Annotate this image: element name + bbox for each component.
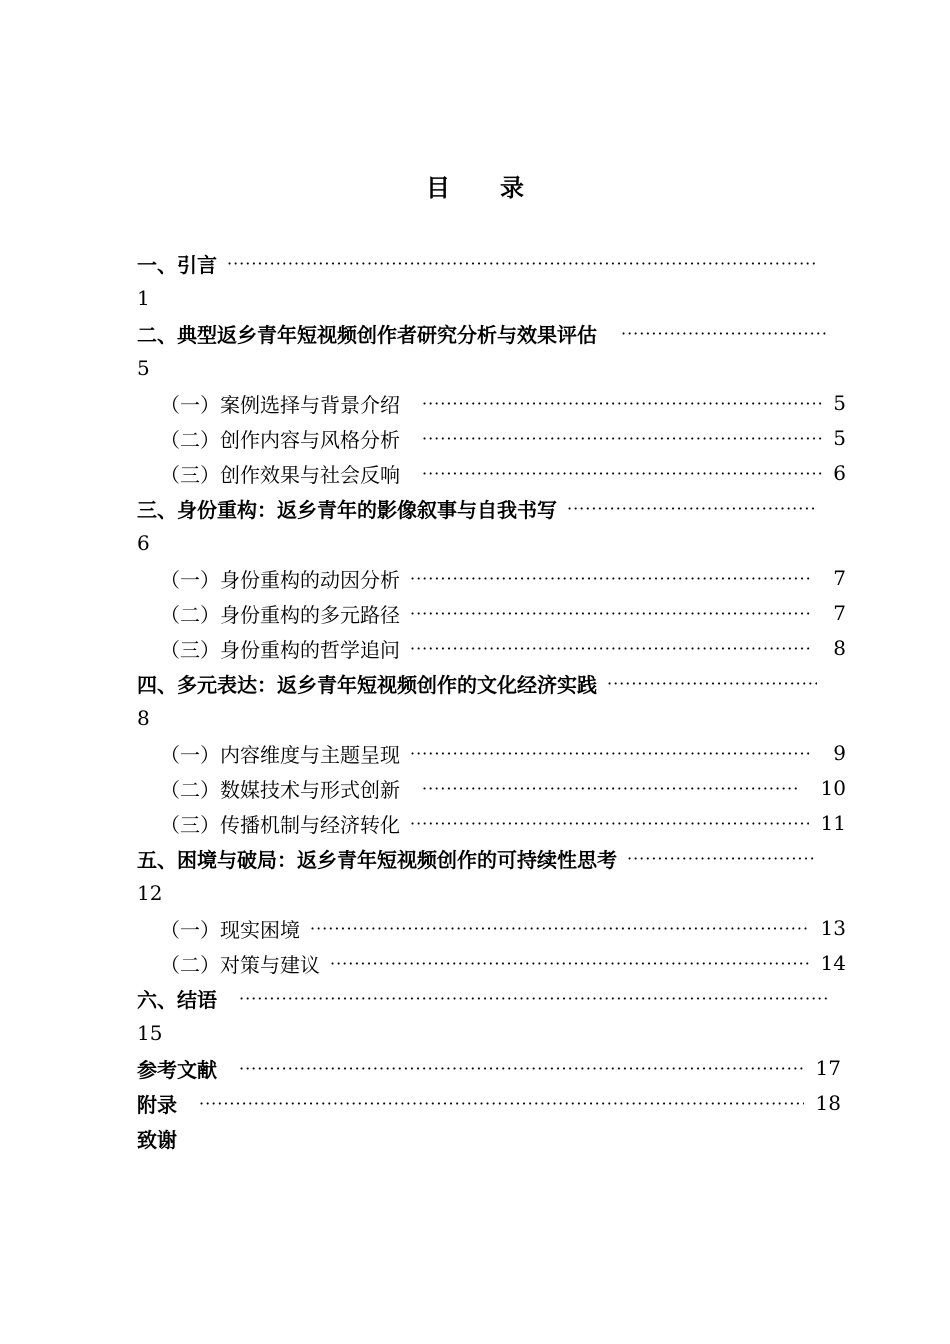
- toc-entry-text: 五、困境与破局：返乡青年短视频创作的可持续性思考: [137, 847, 617, 872]
- leader-dots: [410, 814, 809, 833]
- leader-dots: [330, 954, 809, 973]
- toc-entry-page: 5: [833, 391, 846, 415]
- toc-entry-2-2[interactable]: [160, 423, 846, 453]
- toc-entry-page: 17: [815, 1056, 841, 1080]
- toc-entry-page: 6: [137, 531, 150, 555]
- toc-entry-text: 三、身份重构：返乡青年的影像叙事与自我书写: [137, 497, 557, 522]
- toc-entry-section-5[interactable]: [137, 843, 817, 873]
- leader-dots: [410, 604, 811, 623]
- toc-title: 目录: [426, 174, 574, 202]
- leader-dots: [239, 989, 827, 1008]
- toc-entry-acknowledgements[interactable]: [137, 1123, 437, 1153]
- toc-entry-page: 15: [137, 1021, 163, 1045]
- toc-entry-page: 18: [815, 1091, 841, 1115]
- toc-entry-5-1[interactable]: [160, 913, 846, 943]
- toc-entry-references[interactable]: [137, 1053, 841, 1083]
- toc-entry-page: 8: [833, 636, 846, 660]
- leader-dots: [607, 674, 817, 693]
- toc-entry-page: 9: [833, 741, 846, 765]
- toc-entry-page: 7: [833, 601, 846, 625]
- leader-dots: [422, 464, 825, 483]
- toc-entry-text: 参考文献: [137, 1057, 217, 1082]
- toc-entry-page: 12: [137, 881, 163, 905]
- toc-entry-section-2[interactable]: [137, 318, 827, 348]
- toc-entry-text: （三）传播机制与经济转化: [160, 812, 400, 837]
- toc-entry-section-3[interactable]: [137, 493, 817, 523]
- toc-entry-text: （二）对策与建议: [160, 952, 320, 977]
- leader-dots: [310, 919, 809, 938]
- toc-entry-text: （三）创作效果与社会反响: [160, 462, 400, 487]
- leader-dots: [410, 744, 811, 763]
- toc-entry-text: （二）数媒技术与形式创新: [160, 777, 400, 802]
- toc-entry-appendix[interactable]: [137, 1088, 841, 1118]
- toc-entry-2-3[interactable]: [160, 458, 846, 488]
- toc-entry-text: （二）身份重构的多元路径: [160, 602, 400, 627]
- toc-entry-4-1[interactable]: [160, 738, 846, 768]
- leader-dots: [227, 254, 817, 273]
- toc-entry-3-3[interactable]: [160, 633, 846, 663]
- toc-entry-text: （一）现实困境: [160, 917, 300, 942]
- leader-dots: [627, 849, 817, 868]
- toc-entry-text: （二）创作内容与风格分析: [160, 427, 400, 452]
- toc-entry-page: 10: [820, 776, 846, 800]
- toc-entry-page: 5: [137, 356, 150, 380]
- toc-entry-text: 六、结语: [137, 987, 217, 1012]
- toc-entry-page: 6: [833, 461, 846, 485]
- toc-entry-4-3[interactable]: [160, 808, 846, 838]
- toc-entry-text: 附录: [137, 1092, 177, 1117]
- toc-entry-section-4[interactable]: [137, 668, 817, 698]
- toc-entry-text: （三）身份重构的哲学追问: [160, 637, 400, 662]
- toc-entry-page: 8: [137, 706, 150, 730]
- leader-dots: [567, 499, 817, 518]
- toc-entry-page: 13: [820, 916, 846, 940]
- toc-entry-3-2[interactable]: [160, 598, 846, 628]
- leader-dots: [422, 429, 825, 448]
- leader-dots: [239, 1059, 804, 1078]
- toc-entry-3-1[interactable]: [160, 563, 846, 593]
- toc-entry-text: 二、典型返乡青年短视频创作者研究分析与效果评估: [137, 322, 597, 347]
- toc-entry-text: 一、引言: [137, 252, 217, 277]
- leader-dots: [422, 394, 825, 413]
- leader-dots: [410, 569, 811, 588]
- leader-dots: [410, 639, 811, 658]
- toc-entry-conclusion[interactable]: [137, 983, 827, 1013]
- toc-entry-4-2[interactable]: [160, 773, 846, 803]
- leader-dots: [621, 324, 827, 343]
- toc-entry-introduction[interactable]: [137, 248, 817, 278]
- toc-entry-page: 11: [820, 811, 846, 835]
- toc-entry-2-1[interactable]: [160, 388, 846, 418]
- toc-entry-text: （一）身份重构的动因分析: [160, 567, 400, 592]
- toc-entry-text: （一）内容维度与主题呈现: [160, 742, 400, 767]
- toc-entry-page: 14: [820, 951, 846, 975]
- toc-entry-text: 致谢: [137, 1127, 177, 1152]
- toc-entry-text: 四、多元表达：返乡青年短视频创作的文化经济实践: [137, 672, 597, 697]
- toc-entry-page: 5: [833, 426, 846, 450]
- toc-entry-5-2[interactable]: [160, 948, 846, 978]
- toc-entry-text: （一）案例选择与背景介绍: [160, 392, 400, 417]
- leader-dots: [422, 779, 799, 798]
- toc-entry-page: 7: [833, 566, 846, 590]
- toc-entry-page: 1: [137, 286, 150, 310]
- leader-dots: [199, 1094, 804, 1113]
